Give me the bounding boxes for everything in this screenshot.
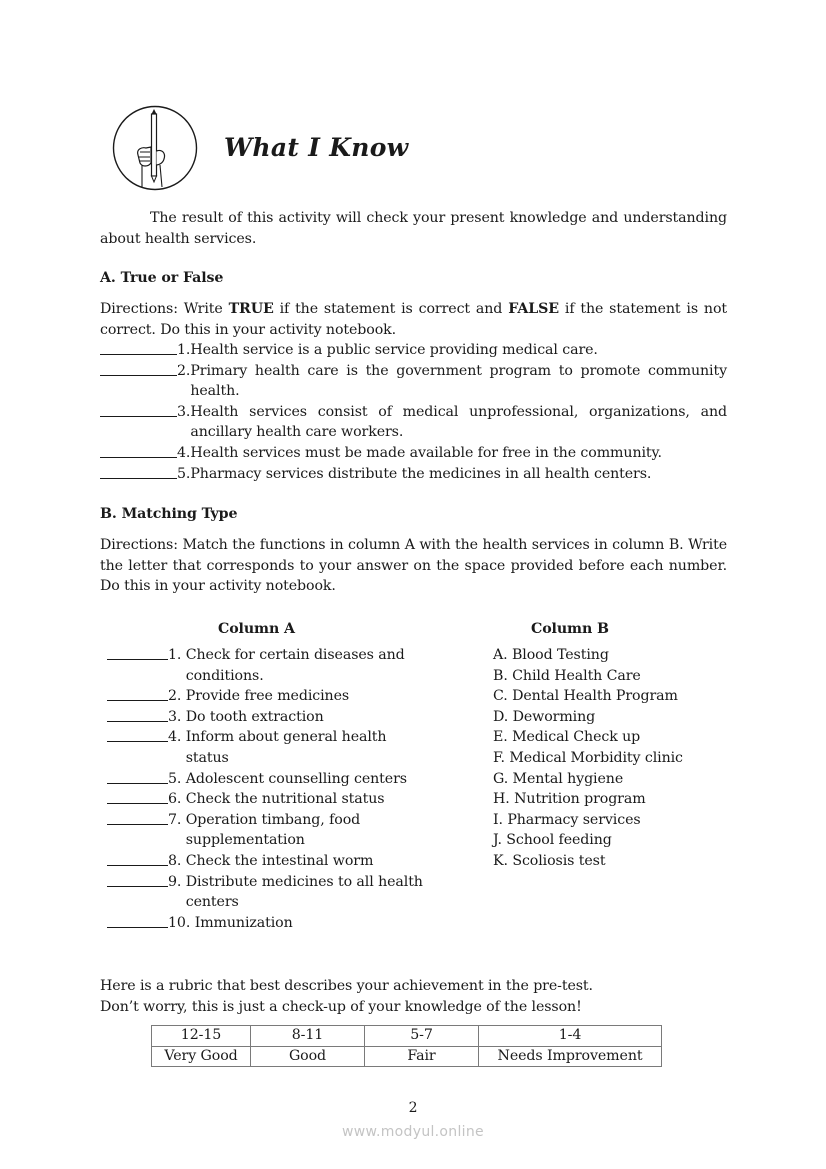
column-b-item: C. Dental Health Program [493, 688, 678, 705]
answer-blank[interactable] [107, 769, 168, 784]
true-false-item [100, 361, 727, 402]
rubric-intro [100, 976, 727, 1017]
item-function: Distribute medicines to all health centers [185, 873, 423, 911]
column-b-item: A. Blood Testing [493, 647, 609, 663]
page-number: 2 [408, 1100, 418, 1116]
rubric-rating-cell: Good [251, 1046, 365, 1067]
column-b-item: F. Medical Morbidity clinic [493, 749, 683, 766]
item-number: 2. [168, 688, 186, 705]
column-b-item: I. Pharmacy services [493, 811, 641, 828]
directions-text: if the statement is correct and [273, 301, 509, 317]
item-number: 10. [168, 914, 195, 931]
item-number: 5. [177, 465, 191, 482]
directions-true-keyword: TRUE [228, 301, 274, 317]
column-a-item [107, 851, 427, 872]
hand-holding-pencil-icon [112, 105, 198, 191]
answer-blank[interactable] [107, 789, 168, 804]
answer-blank[interactable] [107, 851, 168, 866]
column-a-item [107, 810, 427, 851]
column-b-item: G. Mental hygiene [493, 770, 624, 787]
true-false-item [100, 464, 727, 485]
section-a-heading: A. True or False [100, 270, 224, 286]
item-number: 2. [177, 362, 191, 379]
rubric-intro-line: Here is a rubric that best describes your achievement in the pre-test. [100, 978, 593, 994]
rubric-ratings-row [152, 1046, 662, 1067]
answer-blank[interactable] [100, 402, 177, 417]
item-function: Check the nutritional status [185, 791, 385, 808]
intro-paragraph: The result of this activity will check your present knowledge and understanding about health services. [100, 210, 727, 247]
item-statement: Health services consist of medical unprofessional, organizations, and ancillary health care workers. [190, 403, 727, 441]
section-b-directions: Directions: Match the functions in column A with the health services in column B. Write the letter that corresponds to your answer on the space provided before each number. Do this in your activity notebook. [100, 537, 727, 595]
item-number: 5. [168, 770, 186, 787]
answer-blank[interactable] [107, 727, 168, 742]
column-a-item [107, 707, 427, 728]
item-number: 1. [177, 342, 191, 358]
directions-text: Directions: Write [100, 301, 229, 317]
rubric-intro-line: Don’t worry, this is just a check-up of your knowledge of the lesson! [100, 998, 582, 1015]
column-a-item [107, 727, 427, 768]
rubric-rating-cell: Fair [365, 1046, 479, 1067]
item-number: 8. [168, 852, 186, 869]
column-b-item: H. Nutrition program [493, 791, 646, 808]
column-a-item [107, 645, 427, 686]
item-function: Provide free medicines [185, 688, 350, 705]
item-number: 4. [168, 729, 186, 746]
true-false-list [100, 340, 727, 484]
answer-blank[interactable] [100, 361, 177, 376]
item-function: Do tooth extraction [185, 708, 324, 725]
true-false-item [100, 340, 727, 361]
column-a-item [107, 686, 427, 707]
item-function: Adolescent counselling centers [185, 770, 407, 787]
answer-blank[interactable] [107, 686, 168, 701]
column-a-item [107, 872, 427, 913]
section-a-directions [100, 299, 727, 340]
item-statement: Pharmacy services distribute the medicines in all health centers. [190, 465, 652, 482]
watermark: www.modyul.online [342, 1124, 484, 1140]
column-b-item: B. Child Health Care [493, 667, 641, 684]
item-function: Inform about general health status [185, 729, 387, 766]
rubric-score-cell: 12-15 [152, 1026, 251, 1047]
rubric-score-cell: 1-4 [479, 1026, 662, 1047]
directions-false-keyword: FALSE [508, 301, 559, 317]
rubric-rating-cell: Very Good [152, 1046, 251, 1067]
column-b-list [493, 645, 683, 872]
item-statement: Health services must be made available for free in the community. [190, 444, 662, 461]
item-function: Operation timbang, food supplementation [185, 811, 361, 849]
answer-blank[interactable] [100, 443, 177, 458]
column-b-item: D. Deworming [493, 708, 596, 725]
section-b-heading: B. Matching Type [100, 506, 238, 522]
item-number: 9. [168, 873, 186, 890]
answer-blank[interactable] [100, 464, 177, 479]
rubric-scores-row [152, 1026, 662, 1047]
item-number: 3. [177, 403, 191, 420]
column-a-list [107, 645, 427, 933]
item-function: Check the intestinal worm [185, 852, 374, 869]
answer-blank[interactable] [107, 810, 168, 825]
answer-blank[interactable] [107, 645, 168, 660]
item-statement: Health service is a public service providing medical care. [190, 342, 598, 358]
answer-blank[interactable] [107, 913, 168, 928]
directions-text: if the statement is not correct. Do this in your activity notebook. [100, 301, 727, 338]
rubric-table [151, 1025, 662, 1067]
answer-blank[interactable] [107, 707, 168, 722]
true-false-item [100, 443, 727, 464]
rubric-score-cell: 5-7 [365, 1026, 479, 1047]
column-b-header: Column B [531, 621, 609, 637]
item-number: 7. [168, 811, 186, 828]
column-b-item: K. Scoliosis test [493, 852, 606, 869]
column-a-item [107, 913, 427, 934]
item-number: 1. [168, 647, 186, 663]
column-b-item: J. School feeding [493, 832, 612, 849]
answer-blank[interactable] [100, 340, 177, 355]
item-number: 3. [168, 708, 186, 725]
column-b-item: E. Medical Check up [493, 729, 641, 746]
column-a-item [107, 769, 427, 790]
item-function: Immunization [194, 914, 293, 931]
item-statement: Primary health care is the government program to promote community health. [190, 362, 727, 400]
answer-blank[interactable] [107, 872, 168, 887]
page-title: What I Know [224, 133, 409, 162]
column-a-item [107, 789, 427, 810]
rubric-rating-cell: Needs Improvement [479, 1046, 662, 1067]
item-number: 4. [177, 444, 191, 461]
column-a-header: Column A [218, 621, 295, 637]
rubric-score-cell: 8-11 [251, 1026, 365, 1047]
true-false-item [100, 402, 727, 443]
item-function: Check for certain diseases and conditions. [185, 647, 405, 684]
item-number: 6. [168, 791, 186, 808]
